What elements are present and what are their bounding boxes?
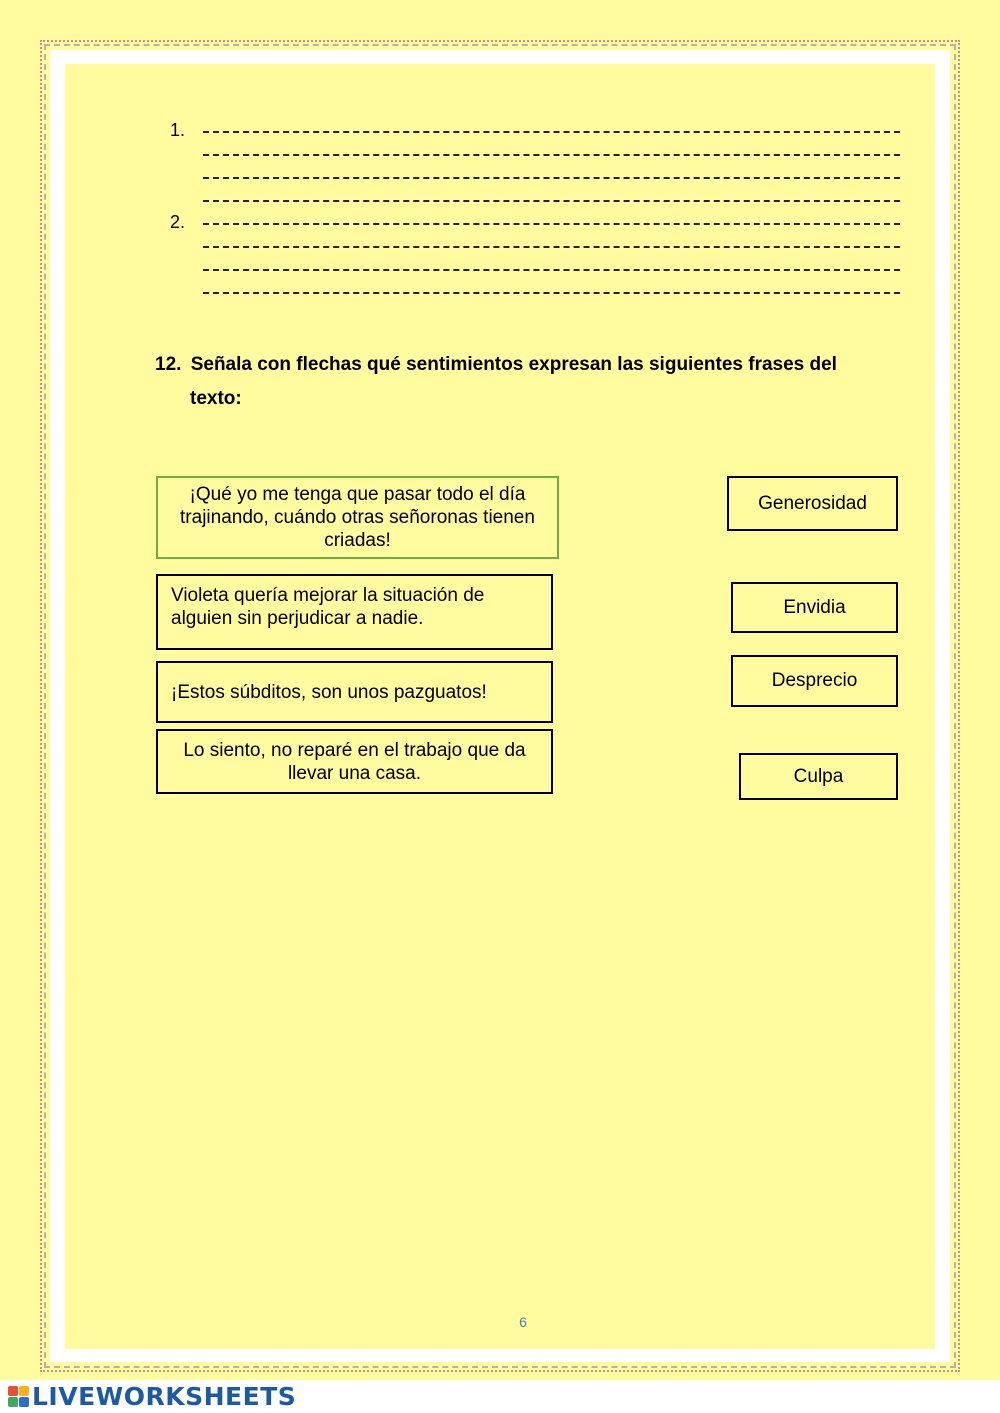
answer-line[interactable] — [203, 131, 900, 133]
feeling-box-culpa[interactable]: Culpa — [739, 753, 898, 800]
liveworksheets-brand[interactable] — [8, 1382, 296, 1410]
answer-block-2 — [170, 212, 902, 302]
phrase-text: ¡Estos súbditos, son unos pazguatos! — [171, 681, 487, 703]
answer-line[interactable] — [203, 246, 900, 248]
answer-line[interactable] — [203, 269, 900, 271]
feeling-box-generosidad[interactable]: Generosidad — [727, 476, 898, 531]
answer-line[interactable] — [203, 200, 900, 202]
page-number: 6 — [519, 1314, 527, 1330]
phrase-text: Lo siento, no reparé en el trabajo que da llevar una casa. — [183, 740, 526, 784]
question-number: 12. — [155, 354, 182, 375]
question-12 — [155, 348, 895, 416]
phrase-box-1[interactable] — [156, 476, 559, 559]
feeling-box-envidia[interactable]: Envidia — [731, 582, 898, 633]
answer-number: 2. — [170, 212, 186, 232]
phrase-box-3[interactable] — [156, 661, 553, 723]
brand-name: LIVEWORKSHEETS — [32, 1381, 297, 1411]
phrase-text: ¡Qué yo me tenga que pasar todo el día trajinando, cuándo otras señoronas tienen criadas! — [180, 484, 535, 551]
answer-line[interactable] — [203, 223, 900, 225]
answer-number: 1. — [170, 120, 186, 140]
answer-block-1 — [170, 120, 902, 210]
question-text-line2: texto: — [190, 388, 242, 409]
phrase-text: Violeta quería mejorar la situación de alguien sin perjudicar a nadie. — [171, 585, 485, 629]
phrase-box-4[interactable] — [156, 729, 553, 794]
question-text-line1: Señala con flechas qué sentimientos expresan las siguientes frases del — [190, 354, 837, 375]
feeling-box-desprecio[interactable]: Desprecio — [731, 655, 898, 707]
answer-line[interactable] — [203, 177, 900, 179]
answer-line[interactable] — [203, 292, 900, 294]
liveworksheets-logo-icon — [8, 1386, 29, 1407]
phrase-box-2[interactable] — [156, 574, 553, 650]
answer-line[interactable] — [203, 154, 900, 156]
